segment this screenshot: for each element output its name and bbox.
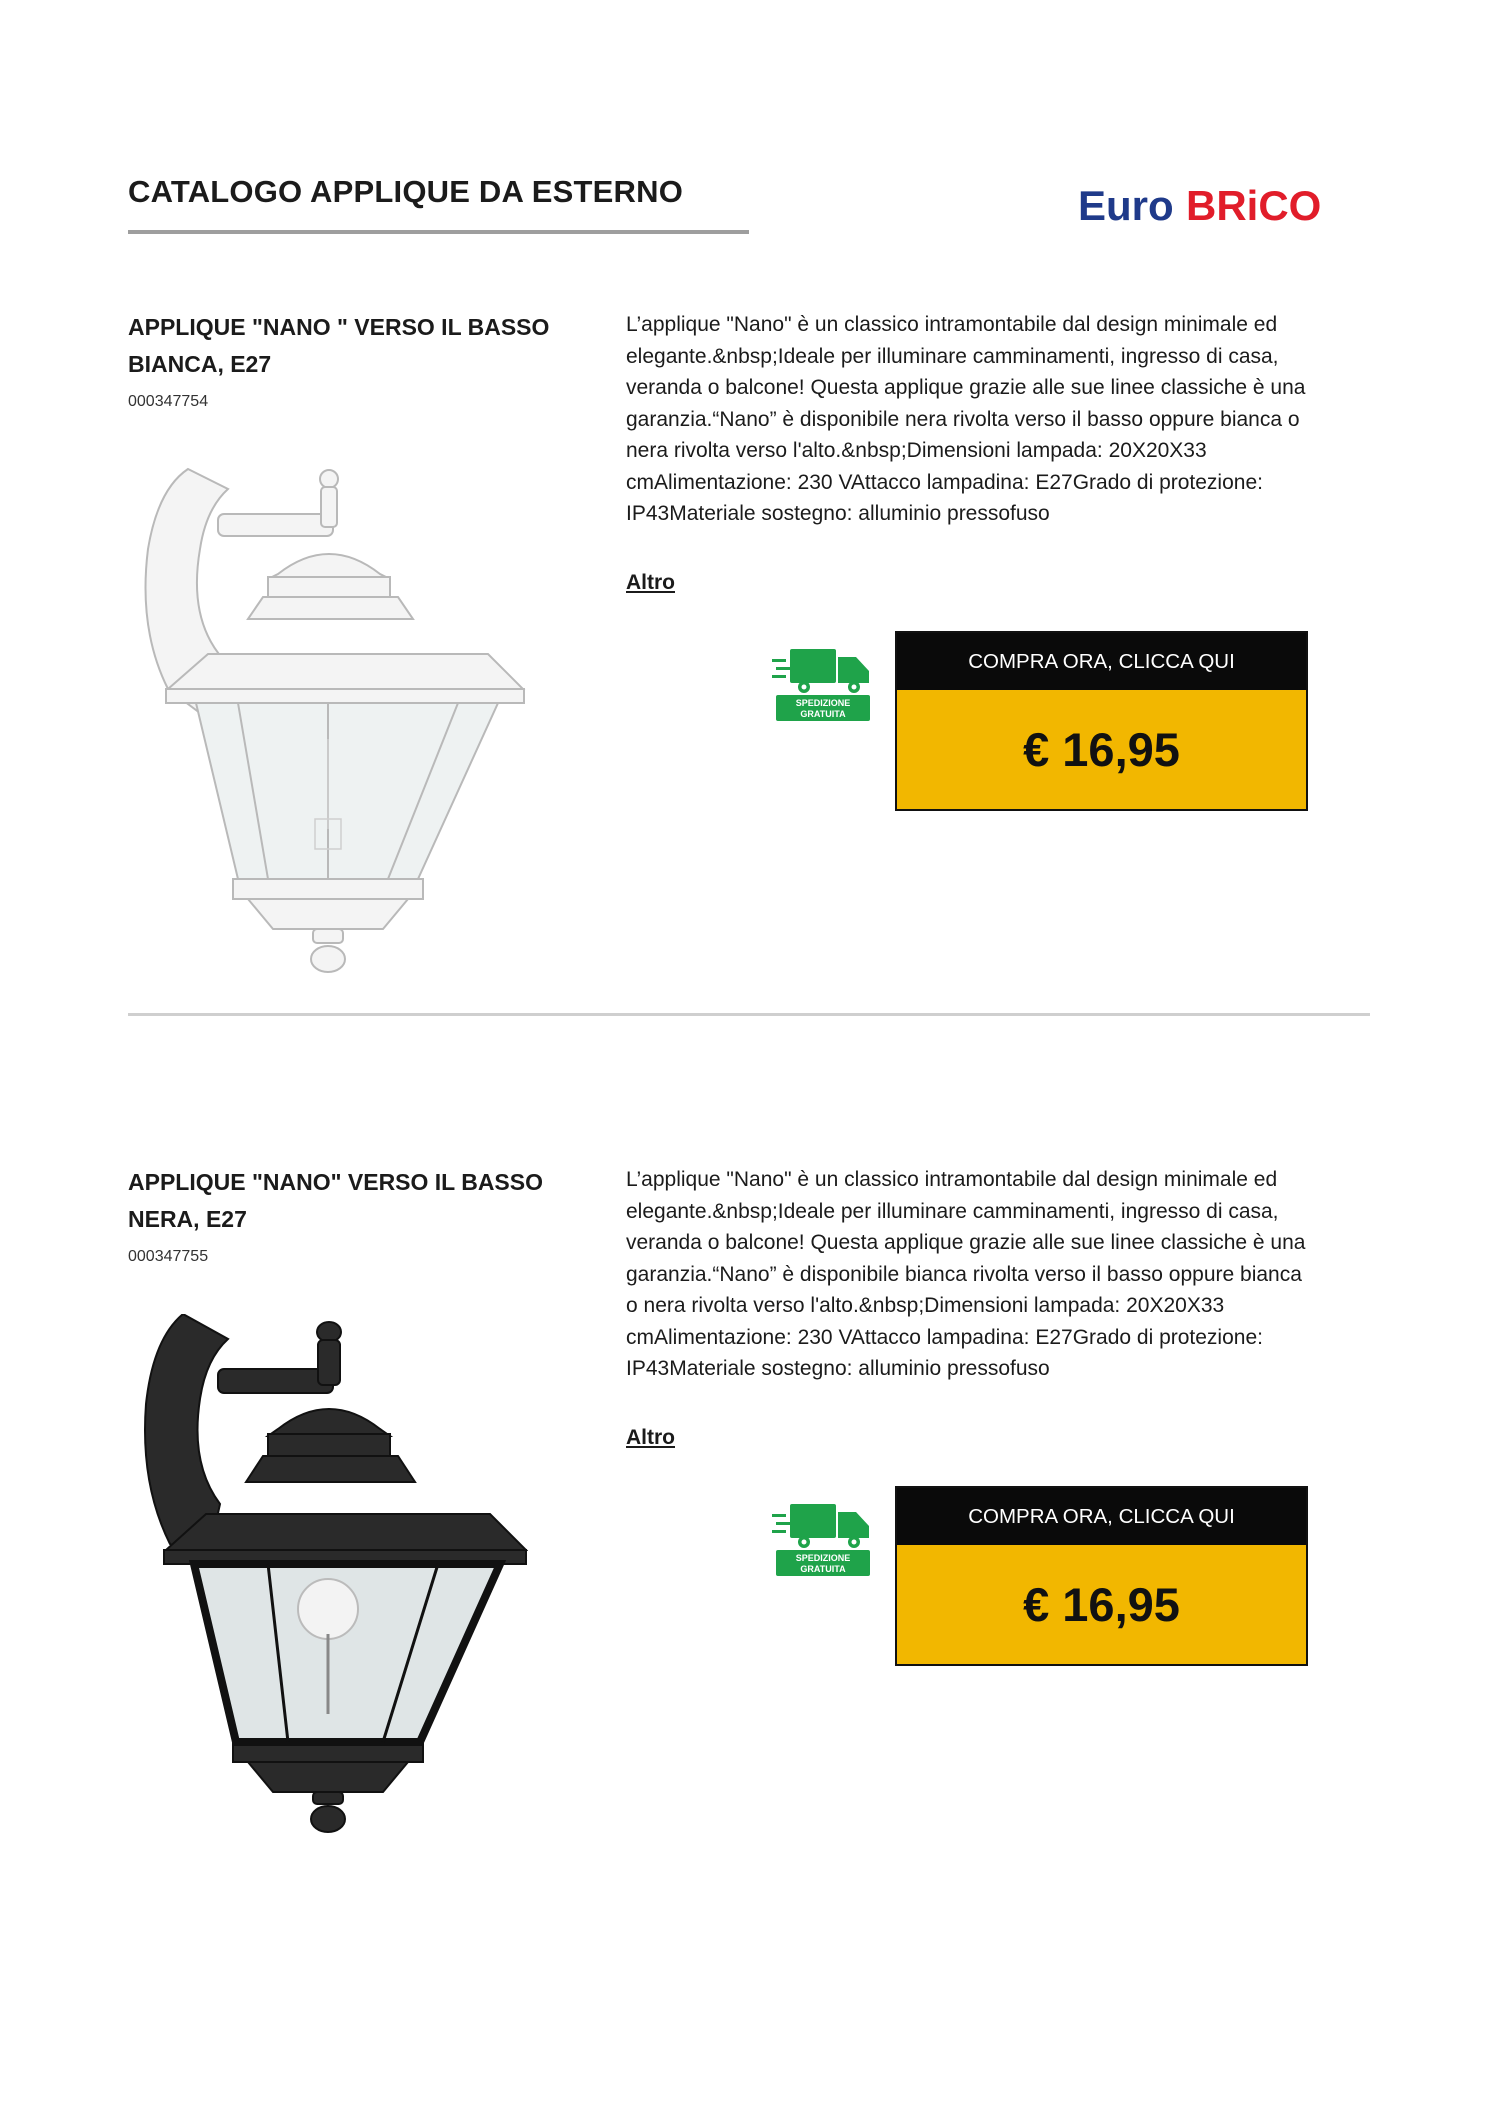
buy-button-label: COMPRA ORA, CLICCA QUI (897, 633, 1306, 690)
eurobrico-logo[interactable] (1078, 180, 1350, 230)
buy-button[interactable] (895, 631, 1308, 811)
product-description: L’applique "Nano" è un classico intramontabile dal design minimale ed elegante.&nbsp;Ideale per illuminare camminamenti, ingresso di casa, veranda o balcone! Questa applique grazie alle sue linee classiche è una garanzia.“Nano” è disponibile bianca rivolta verso il basso oppure bianca o nera rivolta verso l'alto.&nbsp;Dimensioni lampada: 20X20X33 cmAlimentazione: 230 VAttacco lampadina: E27Grado di protezione: IP43Materiale sostegno: alluminio pressofuso (626, 1168, 1306, 1380)
shipping-label: GRATUITA (800, 709, 846, 719)
product-card (0, 1164, 1488, 1924)
buy-button[interactable] (895, 1486, 1308, 1666)
product-title: APPLIQUE "NANO" VERSO IL BASSO NERA, E27 (128, 1169, 543, 1232)
product-card (0, 309, 1488, 1069)
product-description: L’applique "Nano" è un classico intramontabile dal design minimale ed elegante.&nbsp;Ideale per illuminare camminamenti, ingresso di casa, veranda o balcone! Questa applique grazie alle sue linee classiche è una garanzia.“Nano” è disponibile nera rivolta verso il basso oppure bianca o nera rivolta verso l'alto.&nbsp;Dimensioni lampada: 20X20X33 cmAlimentazione: 230 VAttacco lampadina: E27Grado di protezione: IP43Materiale sostegno: alluminio pressofuso (626, 313, 1306, 525)
shipping-label: SPEDIZIONE (795, 1553, 851, 1563)
lamp-white-image[interactable] (128, 459, 528, 979)
logo-euro-text: Euro (1078, 182, 1174, 229)
buy-button-label: COMPRA ORA, CLICCA QUI (897, 1488, 1306, 1545)
lamp-black-image[interactable] (128, 1314, 528, 1834)
product-title: APPLIQUE "NANO " VERSO IL BASSO BIANCA, E27 (128, 314, 550, 377)
logo-brico-text: BRiCO (1186, 182, 1322, 229)
more-link[interactable]: Altro (626, 571, 675, 594)
free-shipping-icon (772, 643, 872, 721)
shipping-label: SPEDIZIONE (795, 698, 851, 708)
more-link[interactable]: Altro (626, 1426, 675, 1449)
shipping-label: GRATUITA (800, 1564, 846, 1574)
price: € 16,95 (1023, 1578, 1180, 1631)
section-divider (128, 1013, 1370, 1016)
page-title: CATALOGO APPLIQUE DA ESTERNO (128, 174, 684, 209)
product-sku: 000347754 (128, 393, 209, 410)
product-sku: 000347755 (128, 1248, 209, 1265)
free-shipping-icon (772, 1498, 872, 1576)
price: € 16,95 (1023, 723, 1180, 776)
title-underline (128, 230, 749, 234)
